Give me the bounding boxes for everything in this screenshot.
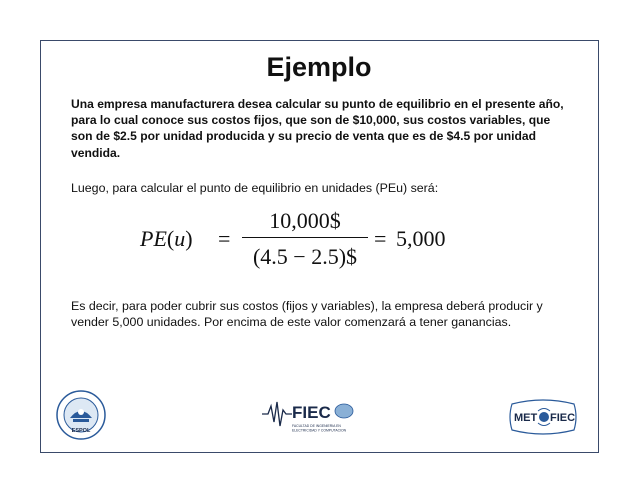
problem-statement: Una empresa manufacturera desea calcular su punto de equilibrio en el presente año, para lo cual conoce sus costos fijos, que son de $10,000, sus costos variables, que son de $2.5 por unidad producida y su precio de venta que es de $4.5 por unidad vendida. [71, 97, 564, 160]
svg-text:MET: MET [514, 412, 538, 424]
formula-numerator: 10,000$ [269, 208, 341, 233]
formula-result: 5,000 [396, 226, 446, 251]
intro-text: Luego, para calcular el punto de equilibrio en unidades (PEu) será: [71, 181, 439, 195]
svg-text:FIEC: FIEC [292, 403, 331, 422]
metfiec-logo [508, 398, 578, 436]
svg-text:FACULTAD DE INGENIERIA EN: FACULTAD DE INGENIERIA EN [292, 424, 341, 428]
equals-sign: = [374, 226, 387, 251]
break-even-formula [140, 208, 470, 280]
formula-fraction [240, 208, 370, 270]
equals-sign: = [218, 226, 231, 251]
espol-logo [56, 390, 106, 440]
conclusion-text: Es decir, para poder cubrir sus costos (fijos y variables), la empresa deberá producir y vender 5,000 unidades. Por encima de este valor comenzará a tener ganancias. [71, 299, 543, 330]
fiec-logo [262, 398, 358, 434]
svg-text:ESPOL: ESPOL [71, 428, 91, 434]
slide-title: Ejemplo [266, 52, 372, 82]
svg-text:ELECTRICIDAD Y COMPUTACION: ELECTRICIDAD Y COMPUTACION [292, 428, 347, 433]
formula-denominator: (4.5 − 2.5)$ [252, 244, 358, 269]
formula-lhs: PE(u) [140, 226, 193, 251]
svg-text:FIEC: FIEC [550, 412, 576, 424]
